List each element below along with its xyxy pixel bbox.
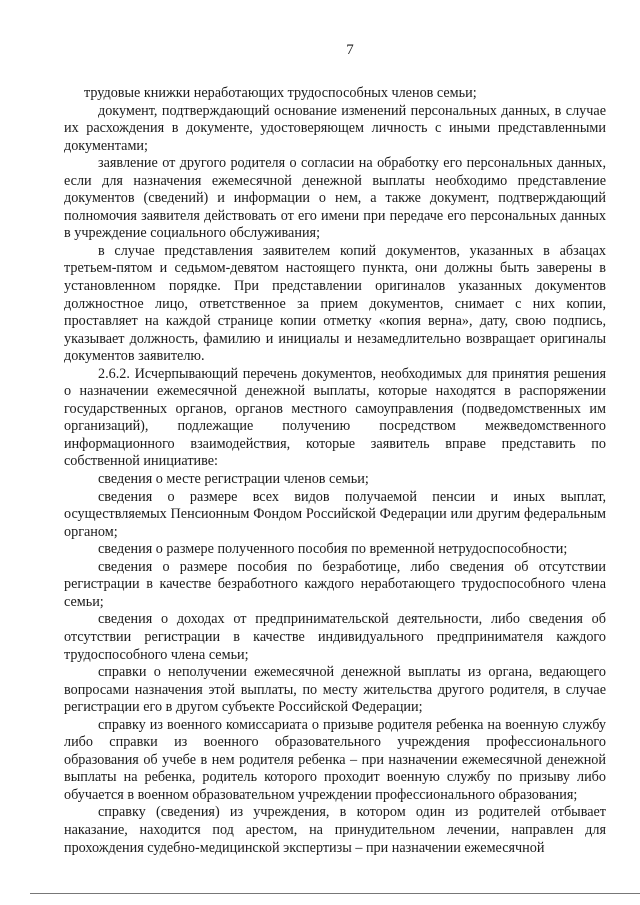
list-item-business-income: сведения о доходах от предпринимательской деятельности, либо сведения об отсутствии регистрации в качестве индивидуального предпринимателя каждого трудоспособного члена семьи; [64,611,606,663]
list-item-military: справку из военного комиссариата о призыве родителя ребенка на военную службу либо справки из военного образовательного учреждения профессионального образования об учебе в нем родителя ребенка – при назначении ежемесячной денежной выплаты на ребенка, родитель которого проходит военную службу по призыву либо обучается в военном образовательном учреждении профессионального образования; [64,716,606,803]
paragraph-work-books: трудовые книжки неработающих трудоспособных членов семьи; [84,85,477,101]
document-body [64,85,606,857]
page-number: 7 [346,42,354,58]
paragraph-other-parent-consent: заявление от другого родителя о согласии на обработку его персональных данных, если для назначения ежемесячной денежной выплаты необходимо представление документов (сведений) и информации о нем, а также документ, подтверждающий полномочия заявителя действовать от его имени при передаче его персональных данных в учреждение социального обслуживания; [64,155,606,242]
bottom-rule [30,893,640,894]
list-item-institution: справку (сведения) из учреждения, в котором один из родителей отбывает наказание, находится под арестом, на принудительном лечении, направлен для прохождения судебно-медицинской экспертизы – при назначении ежемесячной [64,804,606,856]
paragraph-copies-certification: в случае представления заявителем копий документов, указанных в абзацах третьем-пятом и седьмом-девятом настоящего пункта, они должны быть заверены в установленном порядке. При представлении оригиналов указанных документов должностное лицо, ответственное за прием документов, снимает с них копии, проставляет на каждой странице копии отметку «копия верна», дату, свою подпись, указывает должность, фамилию и инициалы и незамедлительно возвращает оригиналы документов заявителю. [64,242,606,365]
list-item-sick-leave: сведения о размере полученного пособия по временной нетрудоспособности; [98,541,568,558]
paragraph-section-2-6-2: 2.6.2. Исчерпывающий перечень документов, необходимых для принятия решения о назначении ежемесячной денежной выплаты, которые находятся в распоряжении государственных органов, органов местного самоуправления (подведомственных им организаций), подлежащие получению посредством межведомственного информационного взаимодействия, которые заявитель вправе представить по собственной инициативе: [64,365,606,470]
paragraph-personal-data-change: документ, подтверждающий основание изменений персональных данных, в случае их расхождения в документе, удостоверяющем личность с иными представленными документами; [64,102,606,154]
list-item-registration: сведения о месте регистрации членов семьи; [98,471,369,488]
list-item-pension: сведения о размере всех видов получаемой пенсии и иных выплат, осуществляемых Пенсионным Фондом Российской Федерации или другим федеральным органом; [64,488,606,540]
list-item-unemployment: сведения о размере пособия по безработице, либо сведения об отсутствии регистрации в качестве безработного каждого неработающего трудоспособного члена семьи; [64,558,606,610]
list-item-non-receipt: справки о неполучении ежемесячной денежной выплаты из органа, ведающего вопросами назначения этой выплаты, по месту жительства другого родителя, в случае регистрации его в другом субъекте Российской Федерации; [64,664,606,716]
